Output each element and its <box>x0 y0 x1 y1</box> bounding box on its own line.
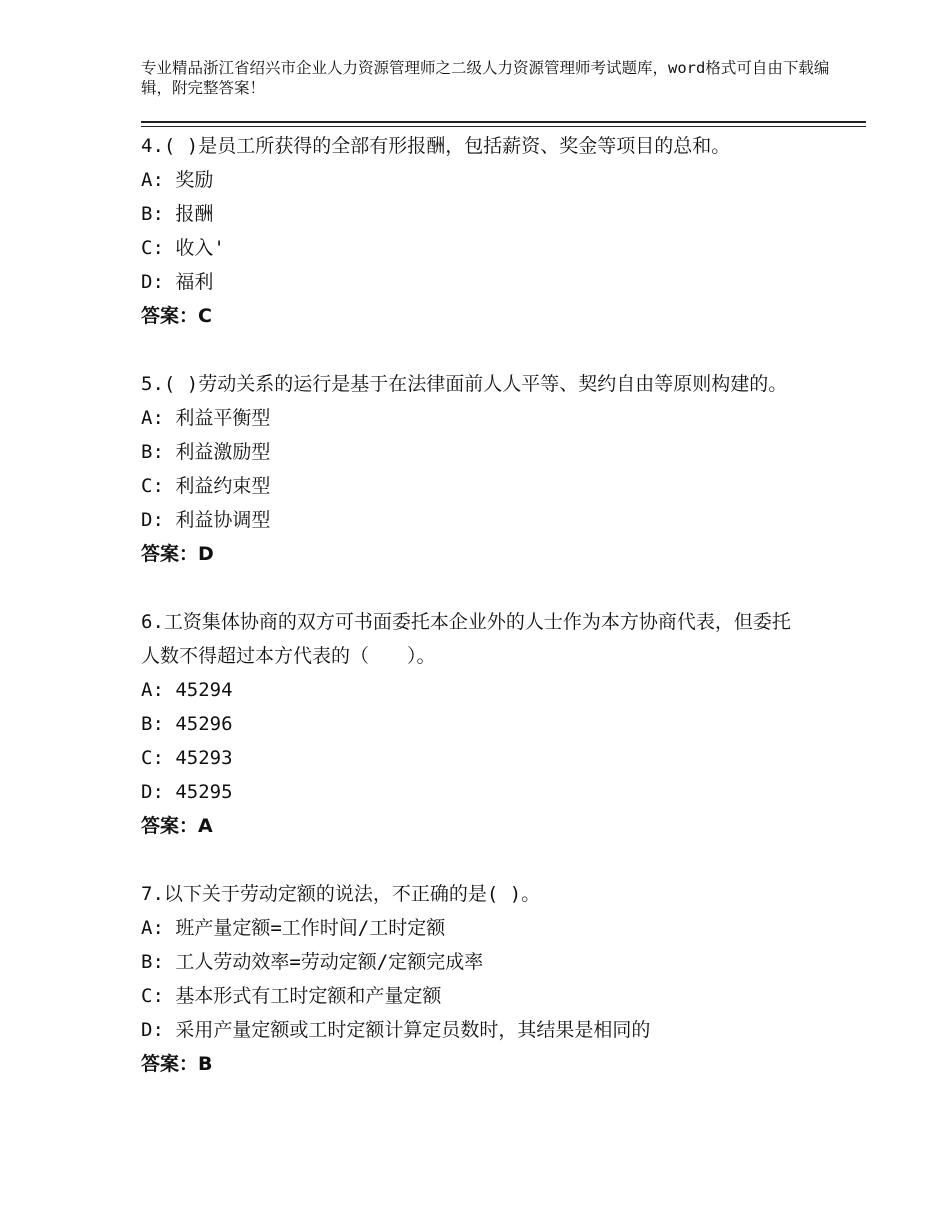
question-7 <box>141 877 841 1081</box>
header-rule-thin <box>141 126 866 127</box>
question-5 <box>141 367 841 571</box>
option-c: C: 利益约束型 <box>141 475 271 497</box>
option-c: C: 基本形式有工时定额和产量定额 <box>141 985 442 1007</box>
question-text: 5.( )劳动关系的运行是基于在法律面前人人平等、契约自由等原则构建的。 <box>141 373 788 395</box>
question-4 <box>141 129 841 333</box>
option-b: B: 利益激励型 <box>141 441 271 463</box>
option-b: B: 工人劳动效率=劳动定额/定额完成率 <box>141 951 484 973</box>
option-a: A: 利益平衡型 <box>141 407 271 429</box>
answer-label: 答案：B <box>141 1053 213 1075</box>
option-c: C: 收入' <box>141 237 225 259</box>
question-text: 6.工资集体协商的双方可书面委托本企业外的人士作为本方协商代表，但委托人数不得超过本方代表的（ ）。 <box>141 611 791 667</box>
question-list <box>141 129 841 1115</box>
question-text: 4.( )是员工所获得的全部有形报酬，包括薪资、奖金等项目的总和。 <box>141 135 731 157</box>
option-d: D: 福利 <box>141 271 214 293</box>
option-c: C: 45293 <box>141 747 233 769</box>
option-d: D: 采用产量定额或工时定额计算定员数时，其结果是相同的 <box>141 1019 651 1041</box>
option-a: A: 班产量定额=工作时间/工时定额 <box>141 917 446 939</box>
question-text: 7.以下关于劳动定额的说法，不正确的是( )。 <box>141 883 541 905</box>
answer-label: 答案：A <box>141 815 213 837</box>
answer-label: 答案：C <box>141 305 212 327</box>
option-d: D: 利益协调型 <box>141 509 271 531</box>
option-a: A: 45294 <box>141 679 233 701</box>
option-b: B: 报酬 <box>141 203 214 225</box>
question-6 <box>141 605 841 843</box>
answer-label: 答案：D <box>141 543 214 565</box>
option-b: B: 45296 <box>141 713 233 735</box>
option-a: A: 奖励 <box>141 169 214 191</box>
option-d: D: 45295 <box>141 781 233 803</box>
document-header: 专业精品浙江省绍兴市企业人力资源管理师之二级人力资源管理师考试题库，word格式可自由下载编辑，附完整答案！ <box>141 59 830 97</box>
header-rule-thick <box>141 121 866 123</box>
